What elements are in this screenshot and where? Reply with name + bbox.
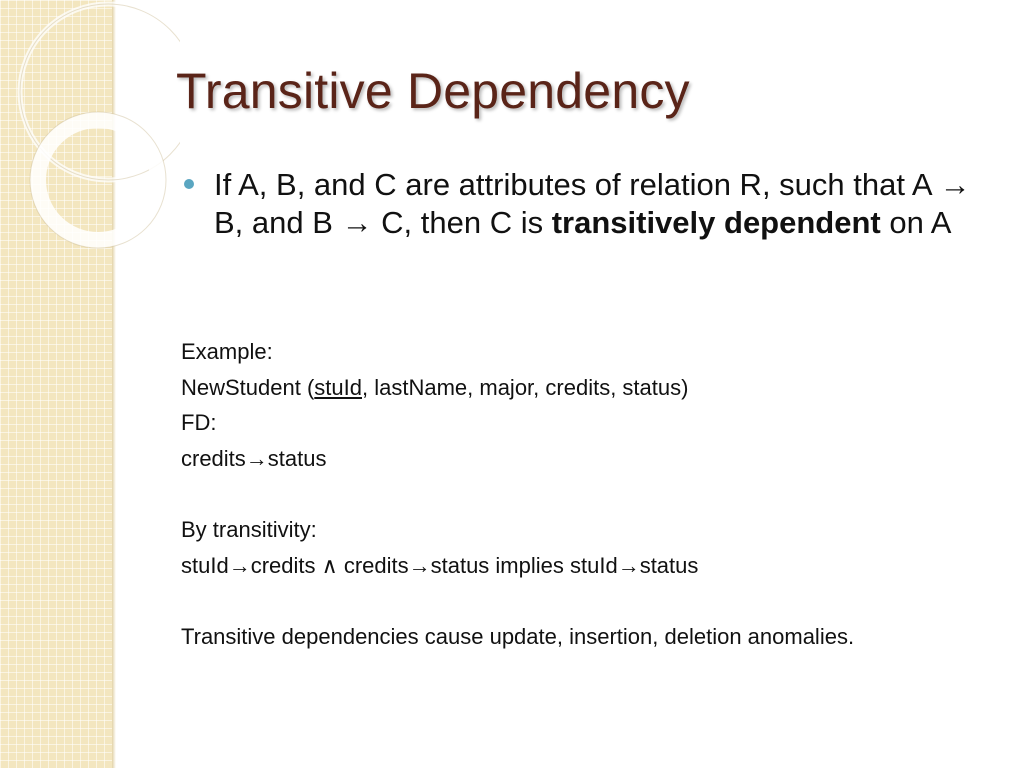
slide-title: Transitive Dependency <box>176 63 690 119</box>
definition-emphasis: transitively dependent <box>551 205 881 240</box>
decorative-rings <box>0 0 180 260</box>
schema-key: stuId <box>314 374 362 400</box>
definition-part-2: on A <box>880 205 952 240</box>
definition-bullet <box>184 166 994 242</box>
definition-text <box>214 166 994 242</box>
definition-part-1: If A, B, and C are attributes of relation R, such that A → B, and B → C, then C is <box>214 167 971 240</box>
fd-label: FD: <box>181 410 217 435</box>
spacer <box>181 476 1001 512</box>
schema-suffix: , lastName, major, credits, status) <box>362 374 689 400</box>
fd-value: credits→status <box>181 445 327 471</box>
bullet-dot-icon <box>184 179 194 189</box>
transitivity-rule: stuId→credits ∧ credits→status implies stuId→status <box>181 552 699 578</box>
conclusion-text: Transitive dependencies cause update, insertion, deletion anomalies. <box>181 624 855 649</box>
schema-line <box>181 370 1001 406</box>
schema-prefix: NewStudent ( <box>181 374 315 400</box>
example-section <box>181 334 1001 655</box>
transitivity-label: By transitivity: <box>181 517 317 542</box>
spacer <box>181 583 1001 619</box>
example-label: Example: <box>181 339 273 364</box>
